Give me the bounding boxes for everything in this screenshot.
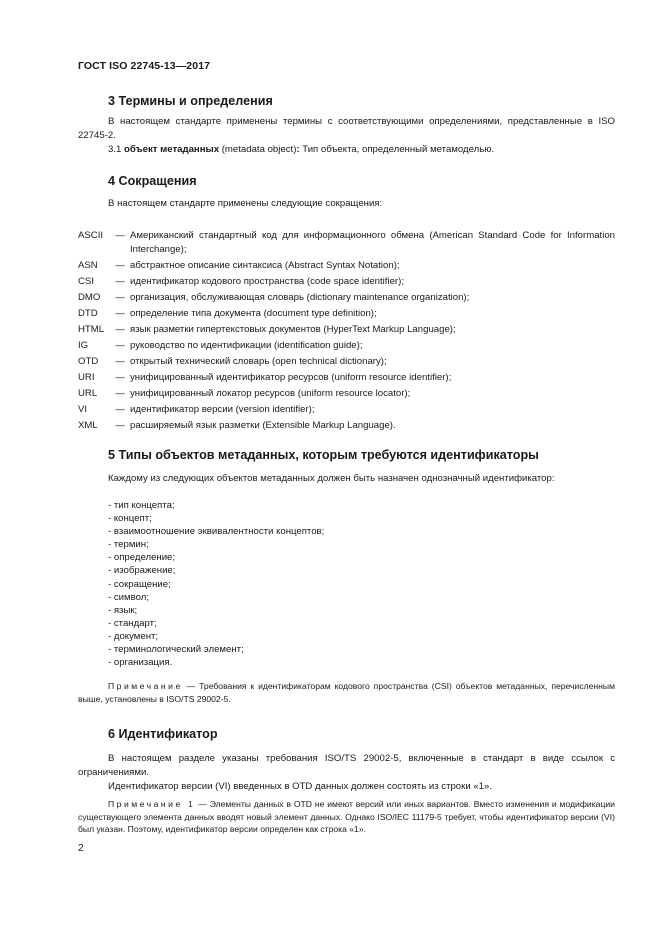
abbreviation-definition: расширяемый язык разметки (Extensible Markup Language). (130, 420, 396, 431)
abbreviation-row (78, 387, 615, 401)
abbreviation-row (78, 419, 615, 433)
abbreviation-code: OTD (78, 356, 99, 367)
abbreviation-dash: — (115, 420, 125, 431)
abbreviation-definition: абстрактное описание синтаксиса (Abstract Syntax Notation); (130, 260, 400, 271)
abbreviation-dash: — (115, 308, 125, 319)
page-number: 2 (78, 843, 84, 854)
abbreviation-code: ASCII (78, 230, 104, 241)
note-text: — Требования к идентификаторам кодового пространства (CSI) объектов метаданных, перечисленным выше, установлены в ISO/TS 29002-5. (78, 681, 615, 704)
term-3-1 (78, 143, 615, 157)
abbreviation-row (78, 291, 615, 305)
note-label: Примечание 1 (108, 799, 196, 809)
list-item: - сокращение; (108, 578, 171, 590)
abbreviation-row (78, 371, 615, 385)
abbreviation-definition: Американский стандартный код для информационного обмена (American Standard Code for Information Interchange); (130, 230, 615, 255)
list-item: - тип концепта; (108, 500, 175, 511)
list-item: - документ; (108, 630, 159, 642)
abbreviation-dash: — (115, 372, 125, 383)
list-item: - язык; (108, 604, 138, 616)
list-item: - изображение; (108, 565, 176, 577)
section-3-intro: В настоящем стандарте применены термины с соответствующими определениями, представленные в ISO 22745-2. (78, 116, 615, 141)
abbreviation-definition: руководство по идентификации (identification guide); (130, 340, 363, 351)
document-header: ГОСТ ISO 22745-13—2017 (78, 60, 211, 72)
note-label: Примечание (108, 681, 183, 691)
abbreviation-code: XML (78, 420, 98, 431)
abbreviation-code: CSI (78, 276, 94, 287)
abbreviation-row (78, 403, 615, 417)
abbreviation-dash: — (115, 388, 125, 399)
abbreviation-dash: — (115, 230, 125, 241)
section-6-title: 6 Идентификатор (108, 727, 218, 741)
list-item: - символ; (108, 591, 149, 603)
abbreviation-dash: — (115, 292, 125, 303)
term-colon: : (296, 144, 300, 155)
abbreviation-definition: определение типа документа (document type definition); (130, 308, 377, 319)
abbreviation-code: URI (78, 372, 95, 383)
list-item: - определение; (108, 552, 176, 564)
term-number: 3.1 (108, 144, 122, 155)
abbreviation-row (78, 339, 615, 353)
term-name: объект метаданных (124, 144, 220, 155)
abbreviation-dash: — (115, 276, 125, 287)
abbreviation-definition: язык разметки гипертекстовых документов (HyperText Markup Language); (130, 324, 456, 335)
abbreviation-code: DMO (78, 292, 101, 303)
abbreviation-definition: организация, обслуживающая словарь (dictionary maintenance organization); (130, 292, 470, 303)
abbreviation-list (78, 229, 615, 435)
section-5-note (78, 680, 615, 705)
abbreviation-row (78, 259, 615, 273)
metadata-object-list (108, 499, 324, 669)
section-3-title: 3 Термины и определения (108, 94, 273, 108)
abbreviation-definition: идентификатор кодового пространства (code space identifier); (130, 276, 404, 287)
abbreviation-dash: — (115, 356, 125, 367)
section-5-intro: Каждому из следующих объектов метаданных должен быть назначен однозначный идентификатор: (108, 473, 555, 484)
list-item: - термин; (108, 539, 149, 551)
abbreviation-definition: открытый технический словарь (open technical dictionary); (130, 356, 387, 367)
abbreviation-dash: — (115, 404, 125, 415)
abbreviation-row (78, 323, 615, 337)
list-item: - концепт; (108, 513, 152, 525)
section-4-title: 4 Сокращения (108, 174, 197, 188)
abbreviation-dash: — (115, 260, 125, 271)
note-text: — Элементы данных в OTD не имеют версий или иных вариантов. Вместо изменения и модификации существующего элемента данных вводят новый элемент данных. Однако ISO/IEC 11179-5 требует, чтобы идентификатор версии (VI) был указан. Поэтому, идентификатор версии определен как строка «1». (78, 799, 615, 834)
section-4-intro: В настоящем стандарте применены следующие сокращения: (108, 198, 383, 209)
list-item: - организация. (108, 657, 173, 669)
list-item: - взаимоотношение эквивалентности концептов; (108, 526, 325, 538)
section-5-title: 5 Типы объектов метаданных, которым требуются идентификаторы (108, 448, 539, 462)
abbreviation-code: DTD (78, 308, 98, 319)
abbreviation-code: URL (78, 388, 98, 399)
abbreviation-definition: идентификатор версии (version identifier); (130, 404, 315, 415)
abbreviation-definition: унифицированный идентификатор ресурсов (uniform resource identifier); (130, 372, 452, 383)
term-english: (metadata object) (219, 144, 297, 155)
abbreviation-code: HTML (78, 324, 105, 335)
section-6-para-2: Идентификатор версии (VI) введенных в OTD данных должен состоять из строки «1». (108, 781, 493, 792)
list-item: - терминологический элемент; (108, 644, 244, 656)
section-6-para-1: В настоящем разделе указаны требования ISO/TS 29002-5, включенные в стандарт в виде ссылок с ограничениями. (78, 753, 615, 778)
section-6-note (78, 798, 615, 836)
abbreviation-row (78, 275, 615, 289)
abbreviation-code: ASN (78, 260, 98, 271)
abbreviation-row (78, 229, 615, 257)
term-definition: Тип объекта, определенный метамоделью. (299, 144, 495, 155)
abbreviation-definition: унифицированный локатор ресурсов (uniform resource locator); (130, 388, 411, 399)
abbreviation-code: VI (78, 404, 88, 415)
abbreviation-code: IG (78, 340, 89, 351)
abbreviation-dash: — (115, 324, 125, 335)
abbreviation-row (78, 307, 615, 321)
list-item: - стандарт; (108, 617, 157, 629)
abbreviation-row (78, 355, 615, 369)
abbreviation-dash: — (115, 340, 125, 351)
